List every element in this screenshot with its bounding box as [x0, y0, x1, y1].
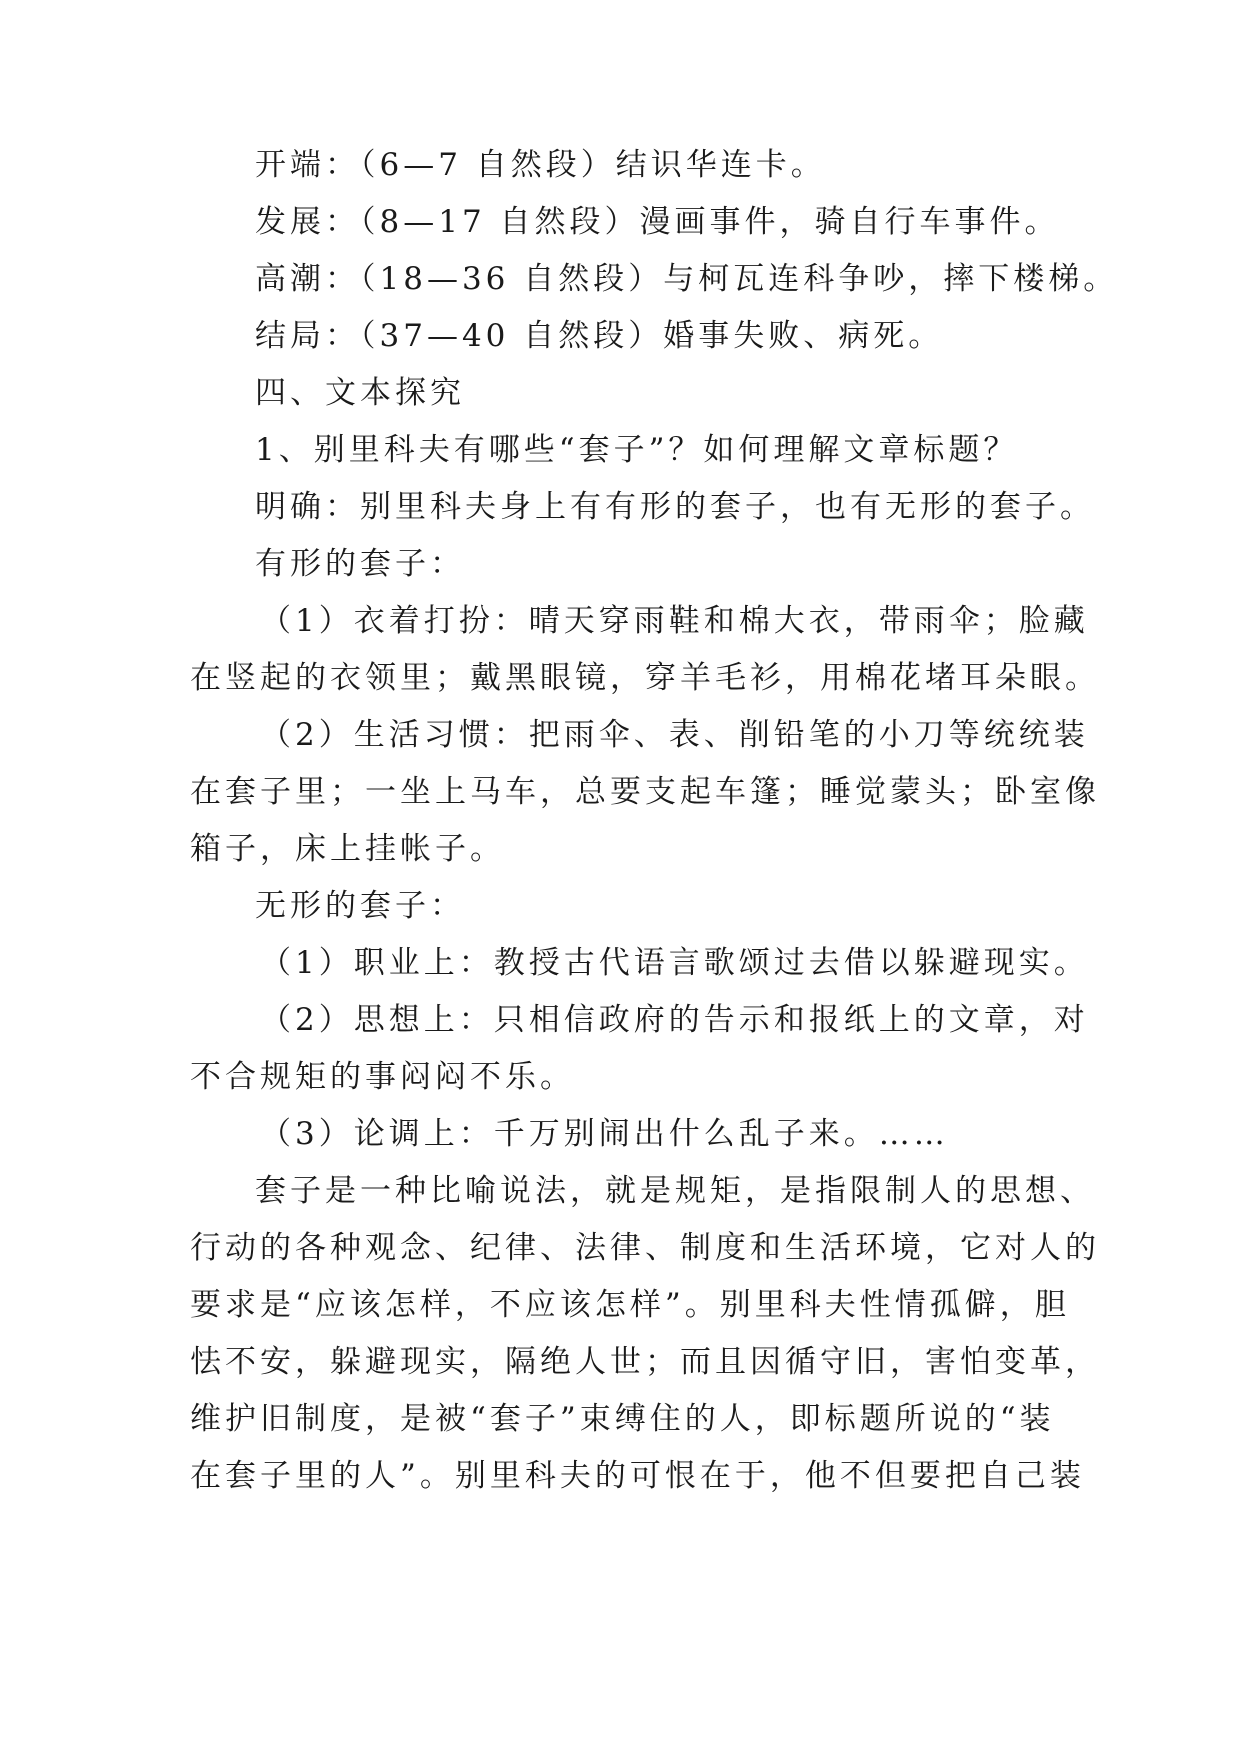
text-line: 维护旧制度，是被“套子”束缚住的人，即标题所说的“装: [190, 1401, 1055, 1437]
text-line: 套子是一种比喻说法，就是规矩，是指限制人的思想、: [255, 1173, 1095, 1209]
section-heading: 四、文本探究: [255, 375, 465, 411]
text-line: 在套子里；一坐上马车，总要支起车篷；睡觉蒙头；卧室像: [190, 774, 1100, 810]
text-line: 高潮：（18—36 自然段）与柯瓦连科争吵，摔下楼梯。: [255, 261, 1119, 297]
text-line: （3）论调上：千万别闹出什么乱子来。……: [260, 1116, 949, 1152]
text-line: 在竖起的衣领里；戴黑眼镜，穿羊毛衫，用棉花堵耳朵眼。: [190, 660, 1100, 696]
question-line: 1、别里科夫有哪些“套子”？如何理解文章标题？: [255, 432, 1019, 468]
text-line: 箱子，床上挂帐子。: [190, 831, 505, 867]
text-line: 在套子里的人”。别里科夫的可恨在于，他不但要把自己装: [190, 1458, 1085, 1494]
text-line: 明确：别里科夫身上有有形的套子，也有无形的套子。: [255, 489, 1095, 525]
subheading: 有形的套子：: [255, 546, 465, 582]
text-line: （2）思想上：只相信政府的告示和报纸上的文章，对: [260, 1002, 1089, 1038]
text-line: （2）生活习惯：把雨伞、表、削铅笔的小刀等统统装: [260, 717, 1089, 753]
text-line: 怯不安，躲避现实，隔绝人世；而且因循守旧，害怕变革，: [190, 1344, 1100, 1380]
text-line: 发展：（8—17 自然段）漫画事件，骑自行车事件。: [255, 204, 1060, 240]
text-line: 行动的各种观念、纪律、法律、制度和生活环境，它对人的: [190, 1230, 1100, 1266]
text-line: （1）衣着打扮：晴天穿雨鞋和棉大衣，带雨伞；脸藏: [260, 603, 1089, 639]
text-line: 开端：（6—7 自然段）结识华连卡。: [255, 147, 826, 183]
text-line: 不合规矩的事闷闷不乐。: [190, 1059, 575, 1095]
text-line: （1）职业上：教授古代语言歌颂过去借以躲避现实。: [260, 945, 1089, 981]
text-line: 结局：（37—40 自然段）婚事失败、病死。: [255, 318, 944, 354]
text-line: 要求是“应该怎样，不应该怎样”。别里科夫性情孤僻，胆: [190, 1287, 1070, 1323]
subheading: 无形的套子：: [255, 888, 465, 924]
